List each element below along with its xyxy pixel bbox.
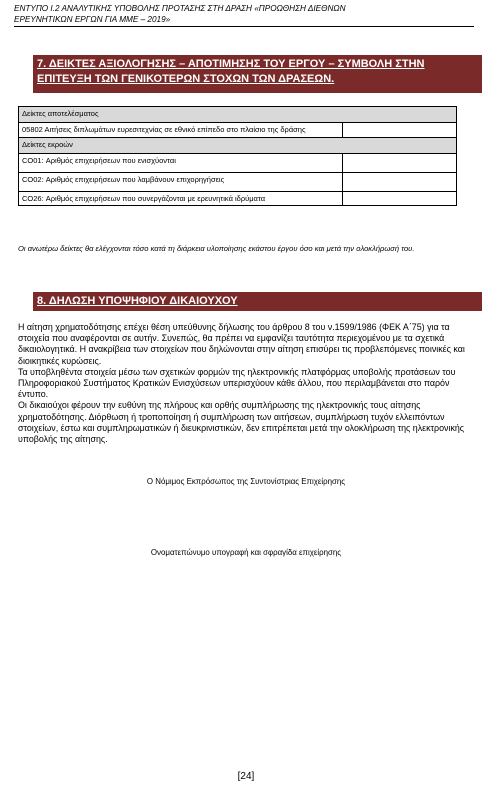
indicators-table (18, 106, 457, 206)
section-7-title-line-2: ΕΠΙΤΕΥΞΗ ΤΩΝ ΓΕΝΙΚΟΤΕΡΩΝ ΣΤΟΧΩΝ ΤΩΝ ΔΡΑΣΕΩΝ. (37, 73, 335, 85)
indicator-value-cell[interactable] (343, 153, 457, 172)
indicator-label: 05802 Αιτήσεις διπλωμάτων ευρεσιτεχνίας σε εθνικό επίπεδο στο πλαίσιο της δράσης (19, 123, 343, 138)
table-row (19, 172, 457, 191)
table-group-row (19, 107, 457, 123)
indicator-label: CO26: Αριθμός επιχειρήσεων που συνεργάζονται με ερευνητικά ιδρύματα (19, 191, 343, 206)
indicator-label: CO02: Αριθμός επιχειρήσεων που λαμβάνουν επιχορηγήσεις (19, 172, 343, 191)
indicator-value-cell[interactable] (343, 191, 457, 206)
header-line-1: ΕΝΤΥΠΟ Ι.2 ΑΝΑΛΥΤΙΚΗΣ ΥΠΟΒΟΛΗΣ ΠΡΟΤΑΣΗΣ ΣΤΗ ΔΡΑΣΗ «ΠΡΟΩΘΗΣΗ ΔΙΕΘΝΩΝ (14, 4, 346, 13)
indicator-label: CO01: Αριθμός επιχειρήσεων που ενισχύονται (19, 153, 343, 172)
declaration-paragraph-1: Η αίτηση χρηματοδότησης επέχει θέση υπεύθυνης δήλωσης του άρθρου 8 του ν.1599/1986 (ΦΕΚ Α΄75) για τα στοιχεία που αναφέρονται σε αυτήν. Συνεπώς, θα πρέπει να εμφανίζει ταυτότητα περιεχομένου με τα σχετικά δικαιολογητικά. Η ανακρίβεια των στοιχείων που δηλώνονται στην αίτηση επισύρει τις προβλεπόμενες ποινικές και διοικητικές κυρώσεις. (18, 322, 465, 366)
section-8-title: 8. ΔΗΛΩΣΗ ΥΠΟΨΗΦΙΟΥ ΔΙΚΑΙΟΥΧΟΥ (33, 292, 482, 311)
table-row (19, 153, 457, 172)
declaration-paragraph-3: Οι δικαιούχοι φέρουν την ευθύνη της πλήρους και ορθής συμπλήρωσης της ηλεκτρονικής τους αίτησης χρηματοδότησης. Διόρθωση ή τροποποίηση ή συμπλήρωση των αιτήσεων, συμπλήρωση τυχόν ελλειπόντων στοιχείων, έστω και συμπληρωματικών ή διευκρινιστικών, δεν επιτρέπεται μετά την ολοκλήρωση της ηλεκτρονικής υποβολής της αίτησης. (18, 400, 465, 445)
table-group-row (19, 137, 457, 153)
page-number: [24] (237, 771, 255, 782)
indicator-value-cell[interactable] (343, 172, 457, 191)
signature-stamp-label: Ονοματεπώνυμο υπογραφή και σφραγίδα επιχείρησης (150, 548, 342, 557)
legal-representative-label: Ο Νόμιμος Εκπρόσωπος της Συντονίστριας Επιχείρησης (146, 477, 346, 486)
declaration-paragraph-2: Τα υποβληθέντα στοιχεία μέσω των σχετικών φορμών της ηλεκτρονικής πλατφόρμας υποβολής προτάσεων του Πληροφοριακού Συστήματος Κρατικών Ενισχύσεων υπερισχύουν κάθε άλλου, που περιλαμβάνεται στο παρόν έντυπο. (18, 366, 456, 400)
table-row (19, 191, 457, 206)
declaration-text (18, 322, 482, 445)
section-7-title (33, 55, 482, 93)
result-indicators-heading: Δείκτες αποτελέσματος (19, 107, 457, 123)
indicators-note: Οι ανωτέρω δείκτες θα ελέγχονται τόσο κατά τη διάρκεια υλοποίησης εκάστου έργου όσο και μετά την ολοκλήρωσή του. (18, 244, 415, 253)
output-indicators-heading: Δείκτες εκροών (19, 137, 457, 153)
indicator-value-cell[interactable] (343, 123, 457, 138)
header-line-2: ΕΡΕΥΝΗΤΙΚΩΝ ΕΡΓΩΝ ΓΙΑ ΜΜΕ – 2019» (14, 15, 171, 24)
document-header (14, 3, 474, 27)
section-7-title-line-1: 7. ΔΕΙΚΤΕΣ ΑΞΙΟΛΟΓΗΣΗΣ – ΑΠΟΤΙΜΗΣΗΣ ΤΟΥ ΕΡΓΟΥ – ΣΥΜΒΟΛΗ ΣΤΗΝ (37, 58, 425, 70)
table-row (19, 123, 457, 138)
